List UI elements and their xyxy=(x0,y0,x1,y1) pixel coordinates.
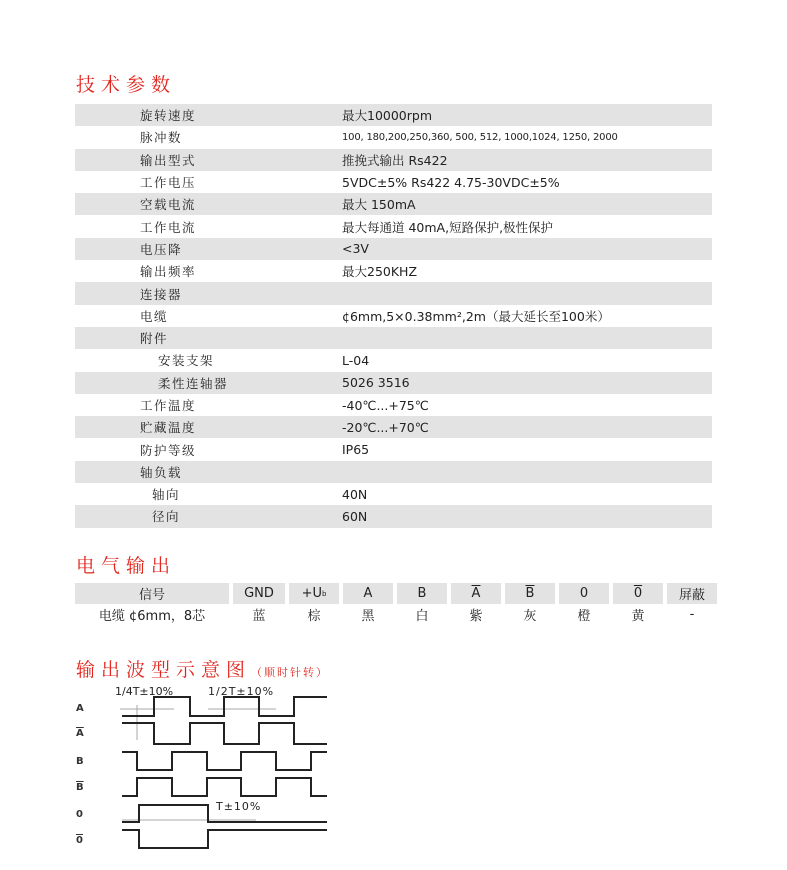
spec-value: 40N xyxy=(342,486,368,502)
color-zero: 橙 xyxy=(577,608,591,624)
wave-label-zero: 0 xyxy=(76,809,83,820)
wave-label-b: B xyxy=(76,756,84,767)
spec-label: 工作电压 xyxy=(140,175,197,191)
header-signal: 信号 xyxy=(75,583,229,604)
spec-label: 柔性连轴器 xyxy=(158,375,229,391)
spec-value: 100, 180,200,250,360, 500, 512, 1000,1024, 1250, 2000 xyxy=(342,131,618,143)
spec-value: <3V xyxy=(342,241,369,257)
header-a: A xyxy=(343,583,393,604)
spec-value: 最大250KHZ xyxy=(342,264,418,280)
spec-value: L-04 xyxy=(342,352,370,368)
spec-label: 附件 xyxy=(140,331,169,347)
waveform-title-text: 输出波型示意图 xyxy=(76,659,252,681)
spec-value: 5026 3516 xyxy=(342,375,410,391)
annotation-half: 1/2T±10% xyxy=(208,685,275,698)
color-b: 白 xyxy=(415,608,429,624)
spec-label: 输出频率 xyxy=(140,264,197,280)
spec-label: 工作温度 xyxy=(140,398,197,413)
spec-label: 输出型式 xyxy=(140,152,197,168)
cable-desc: 电缆 ¢6mm，8芯 xyxy=(98,608,206,624)
color-a: 黑 xyxy=(361,608,375,624)
wave-label-a: A xyxy=(76,703,84,714)
spec-value: 最大10000rpm xyxy=(342,108,433,124)
spec-label: 径向 xyxy=(152,509,181,525)
spec-value: -20℃...+70℃ xyxy=(342,419,429,435)
header-ub-subscript: b xyxy=(321,589,327,598)
spec-value: 5VDC±5% Rs422 4.75-30VDC±5% xyxy=(342,174,560,190)
spec-label: 电缆 xyxy=(140,308,169,324)
header-gnd: GND xyxy=(233,583,285,604)
color-shield: - xyxy=(689,606,695,622)
spec-label: 旋转速度 xyxy=(140,108,197,124)
spec-label: 轴向 xyxy=(152,487,181,503)
wave-a xyxy=(122,697,327,716)
header-shield: 屏蔽 xyxy=(667,583,717,604)
header-b: B xyxy=(397,583,447,604)
color-gnd: 蓝 xyxy=(252,608,266,624)
header-ub-label: +U xyxy=(301,586,322,601)
wave-a-inverted xyxy=(122,723,327,744)
spec-value: 最大 150mA xyxy=(342,197,416,213)
spec-label: 防护等级 xyxy=(140,442,197,458)
annotation-quarter: 1/4T±10% xyxy=(115,685,174,698)
spec-value: 60N xyxy=(342,508,368,524)
electrical-title: 电气输出 xyxy=(76,555,177,577)
spec-label: 工作电流 xyxy=(140,219,197,235)
wave-b xyxy=(122,752,327,770)
color-zero-inverted: 黄 xyxy=(631,608,645,624)
spec-label: 电压降 xyxy=(140,241,183,257)
spec-value: -40℃...+75℃ xyxy=(342,397,429,413)
spec-label: 安装支架 xyxy=(158,353,215,369)
color-a-inverted: 紫 xyxy=(469,608,483,624)
spec-label: 脉冲数 xyxy=(140,130,183,146)
wave-b-inverted xyxy=(122,778,327,796)
wave-label-b-inverted: $\overline{B}$ xyxy=(76,782,84,793)
waveform-title-note: （顺时针转） xyxy=(251,666,330,679)
spec-label: 贮藏温度 xyxy=(140,420,197,436)
spec-value: ¢6mm,5×0.38mm²,2m（最大延长至100米） xyxy=(342,308,610,324)
spec-value: 最大每通道 40mA,短路保护,极性保护 xyxy=(342,219,554,235)
spec-label: 空载电流 xyxy=(140,197,197,213)
header-zero-inverted: 0 xyxy=(613,583,663,604)
header-b-inverted: $\overline{B}$ xyxy=(505,583,555,604)
specs-title: 技术参数 xyxy=(76,74,177,96)
wave-label-zero-inverted: 0 xyxy=(76,835,83,846)
spec-value: IP65 xyxy=(342,442,370,458)
wave-zero-inverted xyxy=(122,830,327,848)
wave-zero xyxy=(122,805,327,822)
header-zero: 0 xyxy=(559,583,609,604)
spec-value: 推挽式输出 Rs422 xyxy=(342,152,448,168)
color-ub: 棕 xyxy=(307,608,321,624)
header-a-inverted: $\overline{A}$ xyxy=(451,583,501,604)
wave-label-a-inverted: $\overline{A}$ xyxy=(76,728,84,739)
spec-label: 连接器 xyxy=(140,286,183,302)
annotation-period: T±10% xyxy=(216,800,262,813)
spec-label: 轴负载 xyxy=(140,464,183,480)
color-b-inverted: 灰 xyxy=(523,608,537,624)
